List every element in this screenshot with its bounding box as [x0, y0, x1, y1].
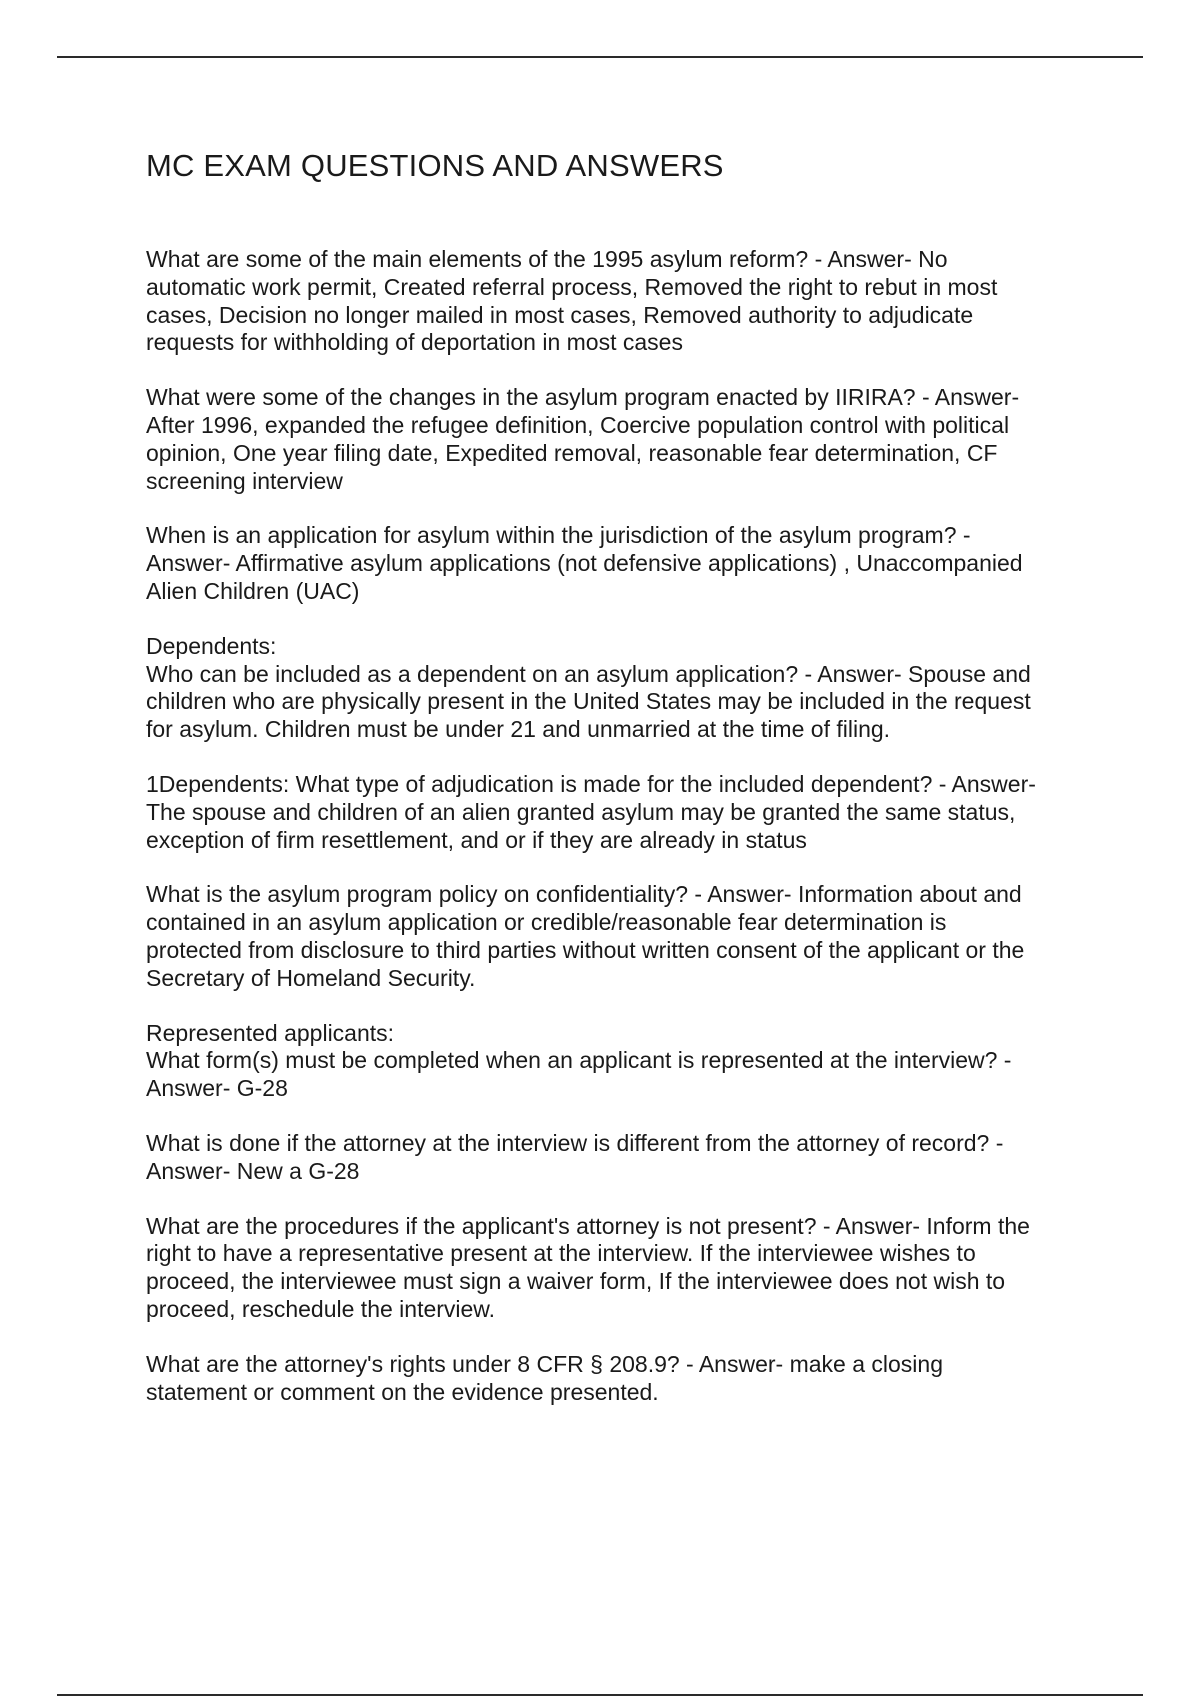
qa-item — [146, 633, 1086, 744]
qa-line: contained in an asylum application or credible/reasonable fear determination is — [146, 909, 947, 936]
qa-item — [146, 1213, 1086, 1324]
footer-rule — [57, 1694, 1143, 1696]
qa-item — [146, 1130, 1086, 1186]
qa-line: proceed, the interviewee must sign a waiver form, If the interviewee does not wish to — [146, 1268, 1006, 1295]
qa-item — [146, 1020, 1086, 1103]
qa-section-heading: Represented applicants: — [146, 1019, 395, 1046]
qa-item — [146, 771, 1086, 854]
qa-line: cases, Decision no longer mailed in most cases, Removed authority to adjudicate — [146, 301, 974, 328]
qa-line: What are some of the main elements of the 1995 asylum reform? - Answer- No — [146, 246, 948, 272]
qa-line: What are the procedures if the applicant's attorney is not present? - Answer- Inform the — [146, 1212, 1030, 1239]
qa-line: right to have a representative present at the interview. If the interviewee wishes to — [146, 1240, 976, 1267]
qa-line: The spouse and children of an alien granted asylum may be granted the same status, — [146, 798, 1016, 825]
qa-line: Who can be included as a dependent on an asylum application? - Answer- Spouse and — [146, 660, 1031, 687]
qa-item — [146, 522, 1086, 605]
qa-item — [146, 246, 1086, 357]
qa-line: statement or comment on the evidence presented. — [146, 1378, 659, 1405]
qa-line: What are the attorney's rights under 8 CFR § 208.9? - Answer- make a closing — [146, 1350, 943, 1377]
qa-line: exception of firm resettlement, and or if they are already in status — [146, 826, 807, 853]
qa-line: What is done if the attorney at the interview is different from the attorney of record? - — [146, 1129, 1004, 1156]
qa-list — [146, 246, 1086, 1406]
qa-item — [146, 1351, 1086, 1407]
qa-line: requests for withholding of deportation in most cases — [146, 329, 683, 356]
qa-line: Answer- Affirmative asylum applications (not defensive applications) , Unaccompanied — [146, 550, 1023, 577]
qa-line: 1Dependents: What type of adjudication is made for the included dependent? - Answer- — [146, 770, 1036, 797]
qa-section-heading: Dependents: — [146, 632, 277, 659]
qa-line: opinion, One year filing date, Expedited removal, reasonable fear determination, CF — [146, 439, 998, 466]
qa-line: proceed, reschedule the interview. — [146, 1295, 496, 1322]
qa-item — [146, 384, 1086, 495]
qa-line: protected from disclosure to third parties without written consent of the applicant or the — [146, 936, 1025, 963]
qa-line: After 1996, expanded the refugee definition, Coercive population control with political — [146, 411, 1010, 438]
qa-line: for asylum. Children must be under 21 and unmarried at the time of filing. — [146, 716, 891, 743]
qa-line: automatic work permit, Created referral process, Removed the right to rebut in most — [146, 273, 998, 300]
qa-item — [146, 881, 1086, 992]
qa-line: Answer- New a G-28 — [146, 1157, 360, 1184]
qa-line: What form(s) must be completed when an applicant is represented at the interview? - — [146, 1047, 1012, 1074]
qa-line: What were some of the changes in the asylum program enacted by IIRIRA? - Answer- — [146, 384, 1020, 411]
qa-line: Alien Children (UAC) — [146, 577, 360, 604]
qa-line: What is the asylum program policy on confidentiality? - Answer- Information about and — [146, 881, 1022, 908]
document-body — [146, 146, 1086, 1433]
qa-line: screening interview — [146, 467, 343, 494]
qa-line: When is an application for asylum within the jurisdiction of the asylum program? - — [146, 522, 971, 549]
header-rule — [57, 56, 1143, 58]
qa-line: Secretary of Homeland Security. — [146, 964, 476, 991]
qa-line: children who are physically present in the United States may be included in the request — [146, 688, 1031, 715]
page-title: MC EXAM QUESTIONS AND ANSWERS — [146, 148, 724, 183]
qa-line: Answer- G-28 — [146, 1075, 288, 1102]
